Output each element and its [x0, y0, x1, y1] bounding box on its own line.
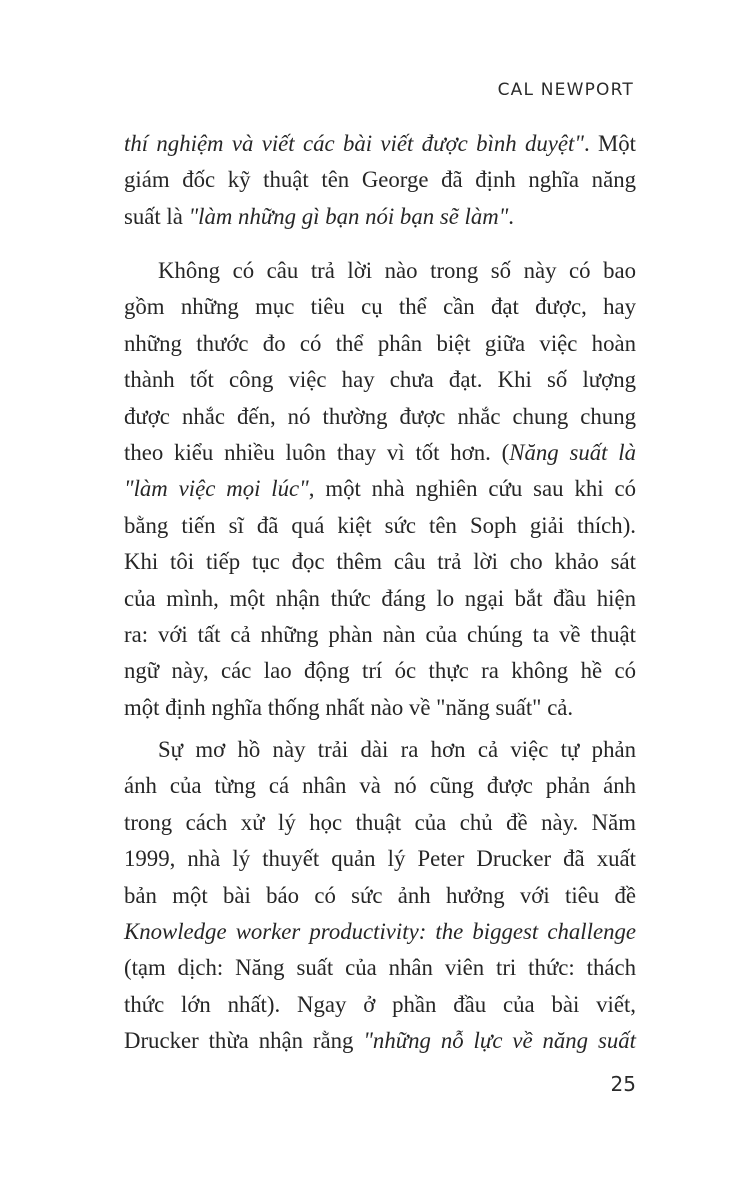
text-line: [124, 199, 636, 235]
text-line: [124, 653, 636, 689]
text-run: được nhắc đến, nó thường được nhắc chung chung: [124, 403, 636, 429]
text-run: những thước đo có thể phân biệt giữa việc hoàn: [124, 330, 636, 356]
text-run: theo kiểu nhiều luôn thay vì tốt hơn. (: [124, 439, 510, 465]
text-line: [124, 914, 636, 950]
text-line: [124, 690, 636, 726]
text-run: trong cách xử lý học thuật của chủ đề này. Năm: [124, 809, 636, 835]
text-line: [124, 544, 636, 580]
text-line: [124, 289, 636, 325]
paragraph-2: [124, 253, 636, 726]
text-run: Không có câu trả lời nào trong số này có bao: [158, 258, 636, 283]
text-line: [124, 841, 636, 877]
text-line: [124, 508, 636, 544]
text-run: ngữ này, các lao động trí óc thực ra không hề có: [124, 658, 636, 684]
text-line: [124, 987, 636, 1023]
text-run: ra: với tất cả những phàn nàn của chúng ta về thuật: [124, 621, 636, 647]
text-run: ánh của từng cá nhân và nó cũng được phản ánh: [124, 773, 636, 799]
text-run: Drucker thừa nhận rằng: [124, 1028, 364, 1054]
text-line: [124, 768, 636, 804]
text-run: Khi tôi tiếp tục đọc thêm câu trả lời cho khảo sát: [124, 549, 636, 575]
text-line: [124, 435, 636, 471]
text-run: bản một bài báo có sức ảnh hưởng với tiêu đề: [124, 882, 636, 908]
text-line: [124, 326, 636, 362]
italic-quote: "làm việc mọi lúc": [124, 476, 309, 502]
text-run: bằng tiến sĩ đã quá kiệt sức tên Soph giải thích).: [124, 512, 636, 538]
page-number: 25: [610, 1072, 636, 1096]
text-line: [124, 399, 636, 435]
italic-quote: Năng suất là: [509, 439, 636, 465]
text-line: [124, 471, 636, 507]
running-head-author: CAL NEWPORT: [497, 80, 634, 100]
text-run: gồm những mục tiêu cụ thể cần đạt được, hay: [124, 294, 636, 320]
text-line: [124, 878, 636, 914]
text-run: thức lớn nhất). Ngay ở phần đầu của bài viết,: [124, 991, 636, 1017]
text-line: [124, 362, 636, 398]
text-run: (tạm dịch: Năng suất của nhân viên tri thức: thách: [124, 955, 636, 981]
text-line: [124, 805, 636, 841]
text-line: [124, 126, 636, 162]
text-line: [124, 253, 636, 289]
text-run: 1999, nhà lý thuyết quản lý Peter Drucker đã xuất: [124, 846, 636, 872]
text-run: của mình, một nhận thức đáng lo ngại bắt đầu hiện: [124, 585, 636, 611]
text-line: [124, 617, 636, 653]
text-line: [124, 581, 636, 617]
text-run: giám đốc kỹ thuật tên George đã định nghĩa năng: [124, 167, 636, 193]
paragraph-1: [124, 126, 636, 235]
text-line: [124, 1023, 636, 1059]
text-run: . Một: [583, 131, 636, 156]
text-line: [124, 732, 636, 768]
italic-quote: "làm những gì bạn nói bạn sẽ làm": [188, 203, 509, 229]
text-line: [124, 950, 636, 986]
text-line: [124, 162, 636, 198]
text-run: .: [508, 203, 514, 229]
paragraph-3: [124, 732, 636, 1060]
text-run: suất là: [124, 203, 189, 229]
italic-quote: thí nghiệm và viết các bài viết được bình duyệt": [124, 131, 584, 156]
italic-title: Knowledge worker productivity: the biggest challenge: [124, 918, 636, 944]
text-run: một định nghĩa thống nhất nào về "năng suất" cả.: [124, 694, 574, 720]
text-run: , một nhà nghiên cứu sau khi có: [308, 476, 636, 502]
text-run: Sự mơ hồ này trải dài ra hơn cả việc tự phản: [158, 737, 636, 762]
italic-quote: "những nỗ lực về năng suất: [363, 1028, 636, 1054]
text-run: thành tốt công việc hay chưa đạt. Khi số lượng: [124, 367, 636, 393]
